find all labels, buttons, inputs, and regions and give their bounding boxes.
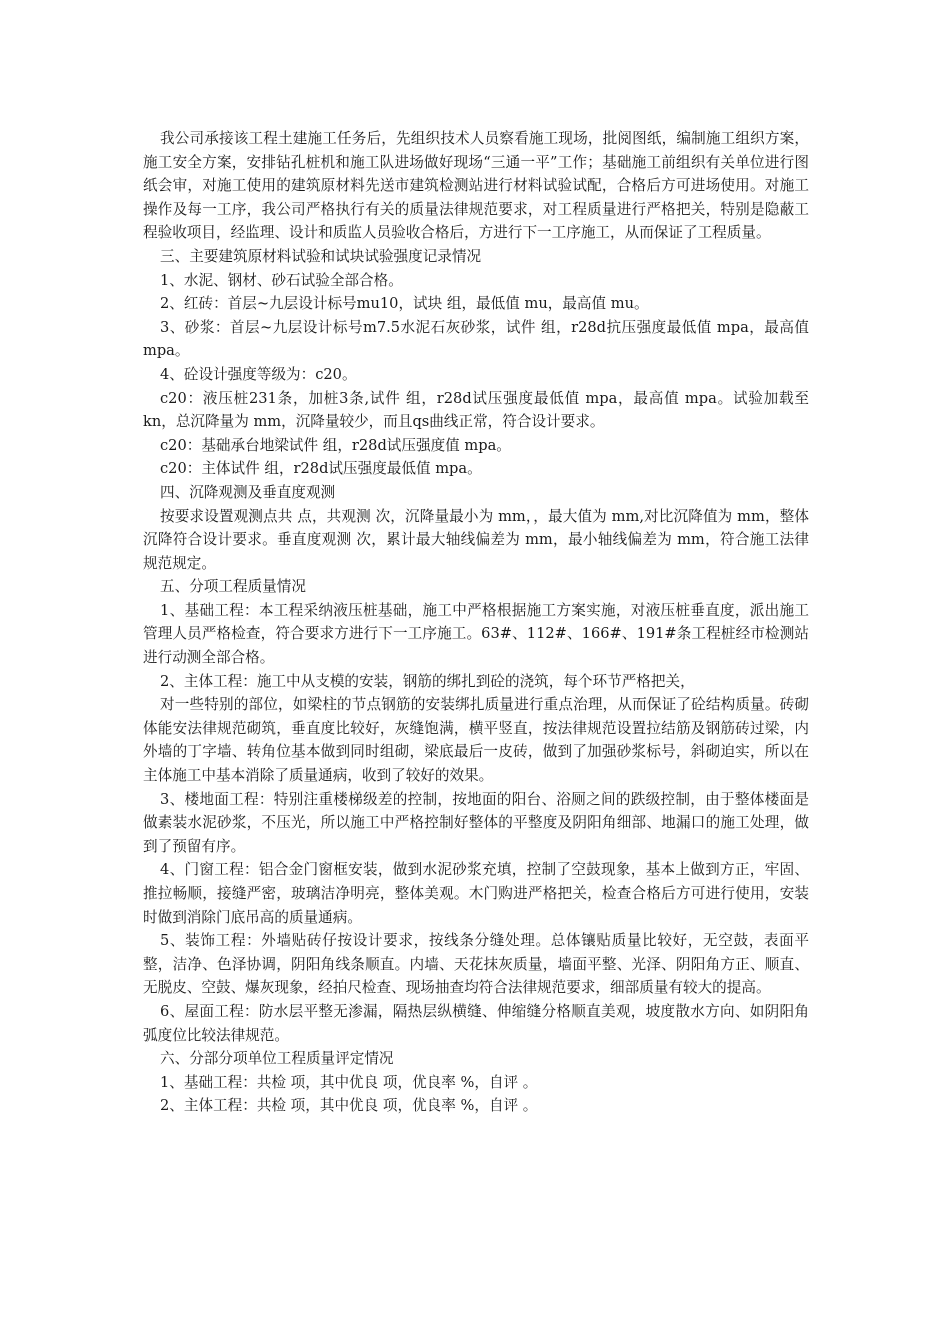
paragraph-intro: 我公司承接该工程土建施工任务后，先组织技术人员察看施工现场，批阅图纸，编制施工组织方案，施工安全方案，安排钻孔桩机和施工队进场做好现场“三通一平”工作；基础施工前组织有关单位进行图纸会审，对施工使用的建筑原材料先送市建筑检测站进行材料试验试配，合格后方可进场使用。对施工操作及每一工序，我公司严格执行有关的质量法律规范要求，对工程质量进行严格把关，特别是隐蔽工程验收项目，经监理、设计和质监人员验收合格后，方进行下一工序施工，从而保证了工程质量。 (143, 130, 809, 242)
paragraph-item: c20：液压桩231条，加桩3条,试件 组，r28d试压强度最低值 mpa，最高值 mpa。试验加载至 kn，总沉降量为 mm，沉降量较少，而且qs曲线正常，符合设计要求。 (143, 389, 809, 431)
paragraph-item: 按要求设置观测点共 点，共观测 次，沉降量最小为 mm，，最大值为 mm,对比沉降值为 mm，整体沉降符合设计要求。垂直度观测 次，累计最大轴线偏差为 mm，最小轴线偏差为 mm，符合施工法律规范规定。 (143, 507, 809, 572)
paragraph-item: 1、基础工程：本工程采纳液压桩基础，施工中严格根据施工方案实施，对液压桩垂直度，派出施工管理人员严格检查，符合要求方进行下一工序施工。63#、112#、166#、191#条工程桩经市检测站进行动测全部合格。 (143, 601, 809, 667)
paragraph-item: 6、屋面工程：防水层平整无渗漏，隔热层纵横缝、伸缩缝分格顺直美观，坡度散水方向、如阴阳角弧度位比较法律规范。 (143, 1002, 809, 1044)
paragraph-item: 4、门窗工程：铝合金门窗框安装，做到水泥砂浆充填，控制了空鼓现象，基本上做到方正，牢固、推拉畅顺，接缝严密，玻璃洁净明亮，整体美观。木门购进严格把关，检查合格后方可进行使用，安装时做到消除门底吊高的质量通病。 (143, 861, 809, 926)
paragraph-item: 1、基础工程：共检 项，其中优良 项，优良率 %，自评 。 (160, 1073, 538, 1091)
heading-section-5: 五、分项工程质量情况 (160, 578, 306, 596)
paragraph-item: 2、红砖：首层~九层设计标号mu10，试块 组，最低值 mu，最高值 mu。 (160, 295, 649, 313)
paragraph-item: 2、主体工程：共检 项，其中优良 项，优良率 %，自评 。 (160, 1097, 538, 1115)
paragraph-item: c20：基础承台地梁试件 组，r28d试压强度值 mpa。 (160, 436, 511, 454)
paragraph-item: 2、主体工程：施工中从支模的安装，钢筋的绑扎到砼的浇筑，每个环节严格把关， (160, 672, 695, 690)
paragraph-item: 5、装饰工程：外墙贴砖仔按设计要求，按线条分缝处理。总体镶贴质量比较好，无空鼓，表面平整，洁净、色泽协调，阴阳角线条顺直。内墙、天花抹灰质量，墙面平整、光泽、阴阳角方正、顺直、无脱皮、空鼓、爆灰现象，经拍尺检查、现场抽查均符合法律规范要求，细部质量有较大的提高。 (143, 932, 809, 997)
heading-section-6: 六、分部分项单位工程质量评定情况 (160, 1050, 394, 1068)
paragraph-item: 对一些特别的部位，如梁柱的节点钢筋的安装绑扎质量进行重点治理，从而保证了砼结构质量。砖砌体能安法律规范砌筑，垂直度比较好，灰缝饱满，横平竖直，按法律规范设置拉结筋及钢筋砖过梁，内外墙的丁字墙、转角位基本做到同时组砌，梁底最后一皮砖，做到了加强砂浆标号，斜砌迫实，所以在主体施工中基本消除了质量通病，收到了较好的效果。 (143, 696, 809, 785)
paragraph-item: 3、砂浆：首层~九层设计标号m7.5水泥石灰砂浆，试件 组，r28d抗压强度最低值 mpa，最高值 mpa。 (143, 318, 809, 360)
paragraph-item: 4、砼设计强度等级为：c20。 (160, 365, 357, 383)
paragraph-item: 3、楼地面工程：特别注重楼梯级差的控制，按地面的阳台、浴厕之间的跌级控制，由于整体楼面是做素装水泥砂浆，不压光，所以施工中严格控制好整体的平整度及阴阳角细部、地漏口的施工处理，做到了预留有序。 (143, 790, 809, 855)
heading-section-4: 四、沉降观测及垂直度观测 (160, 483, 336, 501)
document-body (143, 127, 809, 1118)
paragraph-item: c20：主体试件 组，r28d试压强度最低值 mpa。 (160, 460, 482, 478)
heading-section-3: 三、主要建筑原材料试验和试块试验强度记录情况 (160, 247, 482, 265)
paragraph-item: 1、水泥、钢材、砂石试验全部合格。 (160, 271, 403, 289)
